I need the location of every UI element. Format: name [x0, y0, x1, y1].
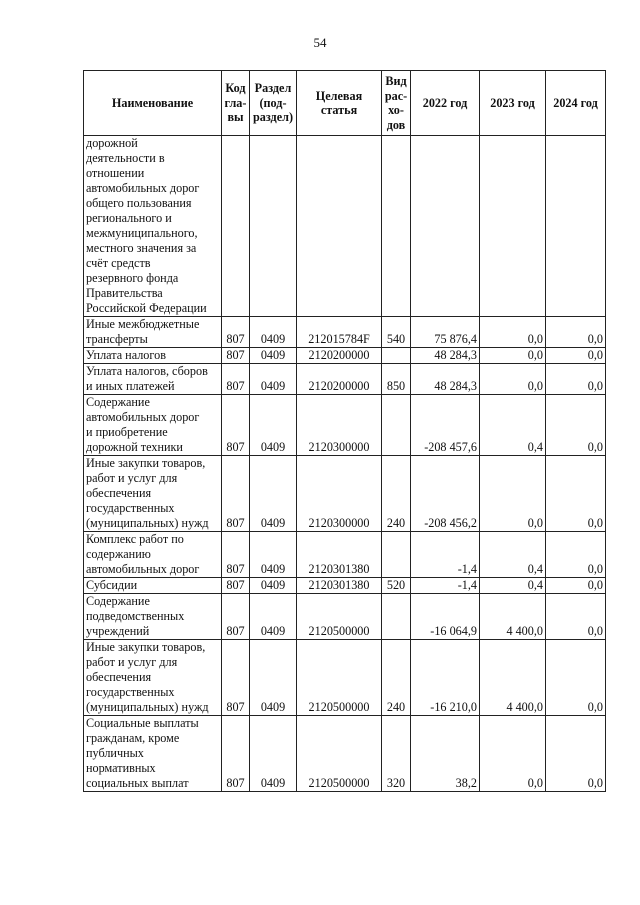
amount-2024-cell: 0,0	[546, 578, 606, 594]
table-row	[84, 348, 606, 364]
section-cell: 0409	[250, 317, 297, 348]
name-cell: Содержание автомобильных дорог и приобретение дорожной техники	[84, 395, 222, 456]
amount-2023-cell: 0,0	[480, 317, 546, 348]
section-cell: 0409	[250, 532, 297, 578]
amount-2022-cell: -16 210,0	[411, 640, 480, 716]
code-cell: 807	[222, 456, 250, 532]
name-cell: Комплекс работ по содержанию автомобильных дорог	[84, 532, 222, 578]
target-cell: 2120300000	[297, 395, 382, 456]
amount-2022-cell	[411, 136, 480, 317]
amount-2024-cell: 0,0	[546, 532, 606, 578]
name-cell: Субсидии	[84, 578, 222, 594]
amount-2023-cell: 0,0	[480, 364, 546, 395]
name-cell: Иные закупки товаров, работ и услуг для обеспечения государственных (муниципальных) нужд	[84, 456, 222, 532]
target-cell: 2120500000	[297, 640, 382, 716]
type-cell: 540	[382, 317, 411, 348]
type-cell: 320	[382, 716, 411, 792]
amount-2023-cell: 0,4	[480, 395, 546, 456]
type-cell: 850	[382, 364, 411, 395]
target-cell: 2120200000	[297, 348, 382, 364]
amount-2024-cell: 0,0	[546, 395, 606, 456]
header-code: Код гла- вы	[222, 71, 250, 136]
section-cell: 0409	[250, 456, 297, 532]
code-cell: 807	[222, 348, 250, 364]
amount-2022-cell: 48 284,3	[411, 364, 480, 395]
amount-2022-cell: -1,4	[411, 578, 480, 594]
target-cell: 2120301380	[297, 532, 382, 578]
table-row	[84, 317, 606, 348]
section-cell: 0409	[250, 578, 297, 594]
code-cell: 807	[222, 395, 250, 456]
code-cell: 807	[222, 716, 250, 792]
table-row	[84, 136, 606, 317]
code-cell: 807	[222, 532, 250, 578]
type-cell	[382, 136, 411, 317]
name-cell: Иные закупки товаров, работ и услуг для обеспечения государственных (муниципальных) нужд	[84, 640, 222, 716]
section-cell: 0409	[250, 716, 297, 792]
section-cell: 0409	[250, 640, 297, 716]
header-target: Целевая статья	[297, 71, 382, 136]
amount-2023-cell: 0,4	[480, 532, 546, 578]
section-cell: 0409	[250, 348, 297, 364]
table-row	[84, 640, 606, 716]
name-cell: Иные межбюджетные трансферты	[84, 317, 222, 348]
code-cell: 807	[222, 640, 250, 716]
table-row	[84, 364, 606, 395]
amount-2024-cell: 0,0	[546, 716, 606, 792]
type-cell	[382, 594, 411, 640]
amount-2023-cell: 4 400,0	[480, 640, 546, 716]
header-row	[84, 71, 606, 136]
amount-2023-cell: 0,0	[480, 456, 546, 532]
amount-2023-cell: 0,0	[480, 716, 546, 792]
target-cell	[297, 136, 382, 317]
amount-2022-cell: 48 284,3	[411, 348, 480, 364]
code-cell: 807	[222, 317, 250, 348]
amount-2022-cell: -1,4	[411, 532, 480, 578]
budget-table	[83, 70, 606, 792]
section-cell: 0409	[250, 395, 297, 456]
type-cell: 520	[382, 578, 411, 594]
amount-2022-cell: 75 876,4	[411, 317, 480, 348]
name-cell: Уплата налогов	[84, 348, 222, 364]
code-cell	[222, 136, 250, 317]
name-cell: Социальные выплаты гражданам, кроме публичных нормативных социальных выплат	[84, 716, 222, 792]
code-cell: 807	[222, 364, 250, 395]
amount-2023-cell	[480, 136, 546, 317]
header-name: Наименование	[84, 71, 222, 136]
amount-2022-cell: -208 457,6	[411, 395, 480, 456]
table-row	[84, 532, 606, 578]
amount-2023-cell: 0,4	[480, 578, 546, 594]
amount-2022-cell: -16 064,9	[411, 594, 480, 640]
name-cell: Содержание подведомственных учреждений	[84, 594, 222, 640]
page-number: 54	[313, 35, 327, 50]
target-cell: 2120301380	[297, 578, 382, 594]
code-cell: 807	[222, 594, 250, 640]
amount-2023-cell: 4 400,0	[480, 594, 546, 640]
type-cell	[382, 532, 411, 578]
target-cell: 2120200000	[297, 364, 382, 395]
type-cell: 240	[382, 640, 411, 716]
header-2023: 2023 год	[480, 71, 546, 136]
header-2024: 2024 год	[546, 71, 606, 136]
amount-2022-cell: 38,2	[411, 716, 480, 792]
amount-2023-cell: 0,0	[480, 348, 546, 364]
amount-2024-cell: 0,0	[546, 640, 606, 716]
table-row	[84, 594, 606, 640]
section-cell: 0409	[250, 364, 297, 395]
table-row	[84, 578, 606, 594]
amount-2024-cell	[546, 136, 606, 317]
name-cell: дорожной деятельности в отношении автомобильных дорог общего пользования регионального и межмуниципального, местного значения за счёт средств резервного фонда Правительства Российской Федерации	[84, 136, 222, 317]
amount-2024-cell: 0,0	[546, 456, 606, 532]
table-row	[84, 395, 606, 456]
code-cell: 807	[222, 578, 250, 594]
target-cell: 2120300000	[297, 456, 382, 532]
amount-2022-cell: -208 456,2	[411, 456, 480, 532]
table-row	[84, 716, 606, 792]
amount-2024-cell: 0,0	[546, 364, 606, 395]
amount-2024-cell: 0,0	[546, 594, 606, 640]
name-cell: Уплата налогов, сборов и иных платежей	[84, 364, 222, 395]
table-row	[84, 456, 606, 532]
type-cell	[382, 348, 411, 364]
target-cell: 2120500000	[297, 716, 382, 792]
type-cell: 240	[382, 456, 411, 532]
amount-2024-cell: 0,0	[546, 348, 606, 364]
section-cell: 0409	[250, 594, 297, 640]
target-cell: 2120500000	[297, 594, 382, 640]
type-cell	[382, 395, 411, 456]
header-type: Вид рас- хо- дов	[382, 71, 411, 136]
header-section: Раздел (под- раздел)	[250, 71, 297, 136]
amount-2024-cell: 0,0	[546, 317, 606, 348]
header-2022: 2022 год	[411, 71, 480, 136]
section-cell	[250, 136, 297, 317]
target-cell: 212015784F	[297, 317, 382, 348]
